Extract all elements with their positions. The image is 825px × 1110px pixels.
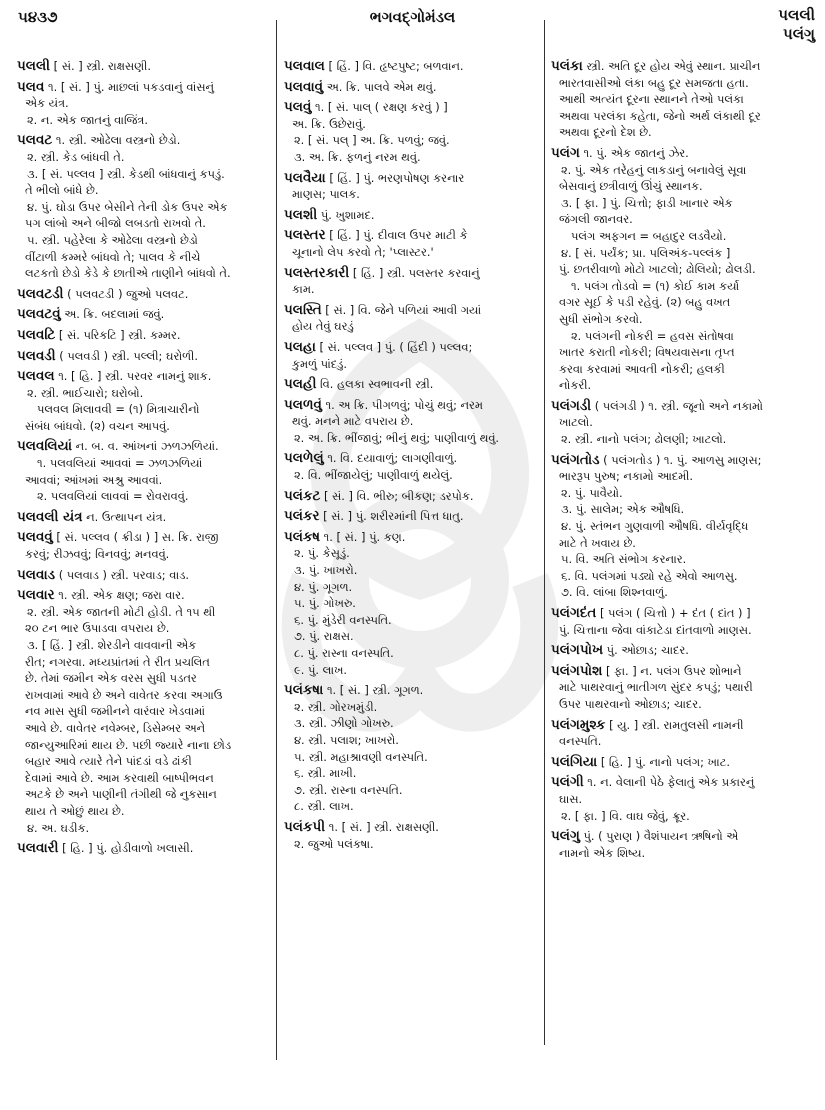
entry-first-line [551, 663, 813, 680]
continuation-line: હોય તેવું ઘરડું [292, 319, 354, 334]
numbered-sense: ૪. [ સં. પર્યંક; પ્રા. પલિઅંક-પલ્લંક ] [561, 245, 731, 260]
numbered-sense: ૫. સ્ત્રી. મહાશ્રાવણી વનસ્પતિ. [294, 749, 428, 764]
continuation-line: ૨૦ ટન ભાર ઉપાડવા વપરાય છે. [25, 621, 170, 636]
dictionary-entry [284, 58, 538, 75]
continuation-line: અથવા દૂરનો દેશ છે. [559, 125, 652, 140]
continuation-line: આવવાં; આંખમાં અશ્રુ આવવાં. [25, 472, 163, 487]
dictionary-entry [284, 529, 538, 678]
numbered-sense: ૩. અ. ક્રિ. ફળનું નરમ થવું. [294, 149, 421, 164]
headword: પલસ્તિ [284, 301, 322, 318]
definition-text: [ હિં. ] પું. દીવાલ ઉપર માટી કે [325, 228, 468, 243]
definition-text: અ. ક્રિ. બદલામાં જવું. [60, 307, 165, 322]
continuation-line: માટે તે ખવાય છે. [559, 535, 636, 550]
numbered-sense: ૨. [ સં. પલ્ ] અ. ક્રિ. પળવું; જવું. [294, 133, 450, 148]
dictionary-entry [17, 327, 272, 344]
entry-first-line [551, 58, 813, 75]
continuation-line: થાય તે ઓછું થાય છે. [25, 803, 125, 818]
entry-first-line [17, 306, 272, 323]
numbered-sense: ૮. પું. રાસ્ના વનસ્પતિ. [294, 646, 394, 660]
entry-first-line [551, 754, 813, 771]
definition-text: ન. બ. વ. આંખનાં ઝળઝળિયાં. [72, 439, 219, 454]
entry-first-line [17, 567, 272, 584]
headword: પલવલ [17, 368, 55, 385]
continuation-line: રીત; નગરવા. મધ્યપ્રાંતમાં તે રીત પ્રચલિત [25, 654, 210, 669]
headword: પલળવું [284, 396, 322, 413]
numbered-sense: ૩. પું. સાલેમ; એક ઔષધિ. [561, 502, 685, 517]
dictionary-entry [551, 398, 813, 448]
headword: પલવાર [17, 587, 55, 604]
headword: પલંગતોડ [551, 451, 600, 468]
dictionary-entry [17, 306, 272, 323]
headword: પલંગદંત [551, 605, 597, 621]
dictionary-entry [17, 58, 272, 75]
headword: પલવલી યંત્ર [17, 508, 83, 525]
entry-first-line [284, 682, 538, 699]
entry-first-line [551, 398, 813, 415]
dictionary-entry [17, 509, 272, 526]
definition-text: [ હિં. ] વિ. હૃષ્ટપુષ્ટ; બળવાન. [324, 59, 464, 73]
numbered-sense: ૫. સ્ત્રી. પહેરેલા કે ઓઢેલા વસ્ત્રનો છેડો [27, 232, 198, 247]
definition-text: [ પલંગ ( ચિત્તો ) + દંત ( દાંત ) ] [596, 606, 751, 620]
numbered-sense: ૪. સ્ત્રી. પલાશ; ખાખરો. [294, 732, 399, 747]
numbered-sense: ૪. પું. ઘોડા ઉપર બેસીને તેની ડોક ઉપર એક [27, 199, 228, 214]
headword: પલવારી [17, 840, 59, 857]
headword: પલશી [284, 206, 318, 223]
definition-text: ૧. અ ક્રિ. પીગળવું; પોચું થવું; નરમ [321, 397, 483, 412]
numbered-sense: ૬. પું. મુંડેરી વનસ્પતિ. [294, 612, 392, 627]
definition-text: ( પલંગડી ) ૧. સ્ત્રી. જૂનો અને નકામો [591, 398, 763, 413]
numbered-sense: ૩. [ ફા. ] પું. ચિત્તો; ફાડી ખાનાર એક [561, 195, 733, 210]
continuation-line: થવું. મનને માટે વપરાય છે. [292, 414, 414, 429]
dictionary-entry [284, 450, 538, 483]
dictionary-entry [284, 79, 538, 96]
column-right [551, 58, 813, 865]
definition-text: [ હિ. ] પું. નાનો પલંગ; ખાટ. [597, 754, 730, 769]
entry-first-line [17, 587, 272, 604]
continuation-line: જંગલી જાનવર. [559, 212, 633, 227]
dictionary-entry [284, 488, 538, 505]
numbered-sense: ૪. અ. ઘડીક. [27, 820, 90, 835]
definition-text: [ સં. પલ્લવ ] પું. ( હિંદી ) પલ્લવ; [315, 339, 473, 354]
definition-text: સ્ત્રી. અતિ દૂર હોય એવું સ્થાન. પ્રાચીન [582, 59, 761, 73]
continuation-line: ભારરૂપ પુરુષ; નકામો આદમી. [559, 469, 694, 484]
headword: પલહી [284, 376, 317, 393]
definition-text: [ સં. ] વિ. ભીરુ; બીકણ; ડરપોક. [320, 488, 474, 503]
continuation-line: વીંટાળી કમ્મરે બાંધવો તે; પાલવ કે નીચે [25, 249, 201, 264]
headword: પલવલિયાં [17, 438, 72, 455]
continuation-line: વગર સૂઈ કે પડી રહેવું. (૨) બહુ વખત [559, 295, 731, 310]
definition-text: ૧. [ હિ. ] સ્ત્રી. પરવર નામનું શાક. [54, 369, 212, 384]
headword: પલંગમુશ્ક [551, 716, 606, 733]
dictionary-entry [284, 819, 538, 852]
definition-text: ( પલવટડી ) જુઓ પલવટ. [63, 286, 189, 301]
definition-text: ૧. સ્ત્રી. ઓઢેલા વસ્ત્રનો છેડો. [52, 133, 181, 148]
dictionary-entry [17, 438, 272, 504]
continuation-line: પગ લાંબો અને બીજો લબડતો રાખવો તે. [25, 216, 206, 231]
dictionary-entry [284, 170, 538, 203]
dictionary-entry [551, 774, 813, 824]
guide-word-first: પલલી [778, 6, 815, 24]
definition-text: [ યુ. ] સ્ત્રી. રામતુલસી નામની [605, 717, 744, 732]
dictionary-entry [17, 286, 272, 303]
dictionary-entry [17, 567, 272, 584]
numbered-sense: ૨. સ્ત્રી. એક જાતની મોટી હોડી. તે ૧૫ થી [27, 604, 216, 619]
entry-first-line [17, 132, 272, 149]
dictionary-entry [284, 376, 538, 393]
continuation-line: આવે છે. વાવેતર નવેમ્બર, ડિસેમ્બર અને [25, 720, 206, 735]
numbered-sense: ૩. [ સં. પલ્લવ ] સ્ત્રી. કેડથી બાંધવાનું કપડું. [27, 166, 225, 181]
headword: પલવટ [17, 132, 53, 149]
entry-first-line [17, 79, 272, 96]
entry-first-line [551, 452, 813, 469]
headword: પલંગ [551, 144, 580, 161]
dictionary-entry [284, 302, 538, 335]
dictionary-entry [17, 79, 272, 129]
numbered-sense: ૨. વિ. ભીંજાયેલું; પાણીવાળું થયેલું. [294, 468, 453, 483]
page-number: ૫૪૩૭ [18, 8, 58, 26]
entry-first-line [551, 642, 813, 659]
dictionary-entry [551, 452, 813, 601]
continuation-line: કરવા કરવામાં આવતી નોકરી; હલકી [559, 361, 725, 376]
definition-text: [ સં. ] પું. શરીરમાંની પિત્ત ધાતુ. [319, 509, 464, 524]
entry-first-line [17, 58, 272, 75]
definition-text: [ હિં. ] સ્ત્રી. પલસ્તર કરવાનું [349, 265, 480, 280]
continuation-line: વનસ્પતિ. [559, 734, 602, 749]
numbered-sense: ૨. પું. પાવૈયો. [561, 485, 623, 500]
numbered-sense: ૨. પું. કેસૂડું. [294, 546, 350, 561]
continuation-line: ઉપર પાથરવાનો ઓછાડ; ચાદર. [559, 696, 702, 711]
headword: પલંકષ [284, 528, 321, 545]
definition-text: ૧. પું. એક જાતનું ઝેર. [579, 145, 689, 160]
entry-first-line [17, 529, 272, 546]
headword: પલળેલું [284, 450, 324, 467]
column-divider [276, 20, 277, 1060]
continuation-line: ઘાસ. [559, 791, 583, 806]
continuation-line: તે ભીલો બાંધે છે. [25, 183, 99, 198]
continuation-line: એક યંત્ર. [25, 96, 69, 111]
entry-first-line [17, 286, 272, 303]
continuation-line: સુધી સંભોગ કરવો. [559, 311, 643, 326]
dictionary-entry [551, 58, 813, 141]
entry-first-line [17, 327, 272, 344]
continuation-line: ચૂનાનો લેપ કરવો તે; 'પ્લાસ્ટર.' [292, 244, 434, 259]
entry-first-line [284, 227, 538, 244]
entry-first-line [284, 99, 538, 116]
entry-first-line [284, 819, 538, 836]
definition-text: [ સં. પરિકટિ ] સ્ત્રી. કમ્મર. [55, 327, 181, 342]
entry-first-line [284, 397, 538, 414]
numbered-sense: ૨. પું. એક તરેહનું લાકડાનું બનાવેલું સૂવા [561, 162, 747, 177]
headword: પલંકપી [284, 818, 326, 835]
dictionary-entry [551, 754, 813, 771]
headword: પલંગુ [551, 828, 580, 845]
guide-word-last: પલંગુ [782, 25, 815, 43]
numbered-sense: ૫. વિ. અતિ સંભોગ કરનાર. [561, 552, 687, 567]
headword: પલંગિયા [551, 753, 598, 770]
numbered-sense: ૨. સ્ત્રી. ગોરખમુંડી. [294, 699, 378, 714]
dictionary-entry [551, 605, 813, 638]
entry-first-line [551, 145, 813, 162]
dictionary-entry [551, 663, 813, 713]
continuation-line: ખાટલો. [559, 415, 593, 430]
column-middle [284, 58, 538, 856]
definition-text: ૧. [ સં. ] પું. માછલાં પકડવાનું વાંસનું [44, 79, 215, 94]
headword: પલસ્તર [284, 227, 326, 244]
continuation-line: સંબંધ બાંધવો. (૨) વચન આપવું. [25, 418, 170, 433]
entry-first-line [284, 302, 538, 319]
continuation-line: કુમળું પાંદડું. [292, 356, 348, 371]
continuation-line: બેસવાનું છત્રીવાળું ઊંચું સ્થાનક. [559, 179, 703, 194]
definition-text: પું. ઓછાડ; ચાદર. [603, 643, 689, 658]
definition-text: [ સં. પલ્લવ ( ક્રીડા ) ] સ. ક્રિ. રાજી [52, 530, 219, 545]
numbered-sense: ૭. પું. રાક્ષસ. [294, 629, 354, 644]
definition-text: [ હિં. ] પું. ભરણપોષણ કરનાર [325, 170, 465, 185]
definition-text: ૧. [ સં. ] સ્ત્રી. ગૂગળ. [323, 683, 424, 698]
numbered-sense: ૬. સ્ત્રી. માખી. [294, 766, 357, 781]
dictionary-entry [17, 132, 272, 281]
definition-text: પું. ( પુરાણ ) વૈશંપાયન ઋષિનો એ [579, 829, 739, 844]
continuation-line: બહાર આવે ત્યારે તેને પાંદડાં વડે ઢાંકી [25, 754, 192, 769]
page-header [0, 0, 825, 55]
definition-text: ૧. વિ. દયાવાળું; લાગણીવાળું. [323, 451, 458, 466]
continuation-line: માણસ; પાલક. [292, 187, 360, 202]
numbered-sense: ૪. પું. ગૂગળ. [294, 579, 353, 594]
definition-text: ૧. [ સં. ] પું. કણ. [320, 529, 406, 544]
headword: પલવૈયા [284, 169, 326, 186]
headword: પલંકર [284, 508, 320, 525]
dictionary-entry [17, 368, 272, 434]
numbered-sense: ૭. વિ. લાંબા શિશ્નવાળું. [561, 585, 668, 600]
dictionary-entry [551, 717, 813, 750]
continuation-line: જાન્યુઆરિમાં થાય છે. પછી જ્યારે નાના છોડ [25, 737, 232, 752]
headword: પલહા [284, 338, 316, 355]
continuation-line: આથી અત્યંત દૂરના સ્થાનને તેઓ પલંકા [559, 92, 744, 107]
headword: પલવાવું [284, 78, 324, 95]
continuation-line: પું. છતરીવાળો મોટો ખાટલો; ઢોલિયો; ઢોલડી. [559, 262, 756, 277]
dictionary-entry [551, 145, 813, 394]
continuation-line: કામ. [292, 282, 315, 297]
headword: પલંકટ [284, 487, 321, 504]
idiom-phrase: ૨. પલંગની નોકરી = હવસ સંતોષવા [571, 328, 734, 343]
dictionary-entry [17, 587, 272, 836]
continuation-line: પું. ચિત્તાના જેવા વાંકાટેડા દાંતવાળો માણસ. [559, 622, 752, 637]
headword: પલંકષા [284, 682, 324, 699]
dictionary-entry [17, 840, 272, 857]
entry-first-line [284, 450, 538, 467]
continuation-line: કરવું; રીઝવવું; વિનવવું; મનવવું. [25, 547, 170, 562]
dictionary-entry [284, 227, 538, 260]
numbered-sense: ૩. પું. ખાખરો. [294, 563, 358, 578]
definition-text: [ સં. ] વિ. જેને પળિયાં આવી ગયાં [321, 302, 482, 317]
definition-text: ૧. સ્ત્રી. એક ક્ષણ; જરા વાર. [54, 588, 185, 603]
continuation-line: અટકે છે અને પાણીની તંગીથી જે નુકસાન [25, 787, 217, 802]
dictionary-entry [284, 99, 538, 165]
dictionary-entry [284, 682, 538, 815]
headword: પલવવું [17, 529, 53, 546]
continuation-line: માટે પાથરવાનું ભાતીગળ સુંદર કપડું; પથારી [559, 680, 753, 695]
definition-text: [ હિ. ] પું. હોડીવાળો ખલાસી. [58, 841, 194, 856]
dictionary-entry [284, 339, 538, 372]
entry-first-line [17, 438, 272, 455]
entry-first-line [284, 207, 538, 224]
continuation-line: નવ માસ સુધી જમીનને વારંવાર ખેડવામાં [25, 704, 205, 719]
numbered-sense: ૩. [ હિં. ] સ્ત્રી. શેરડીને વાવવાની એક [27, 638, 197, 652]
numbered-sense: ૩. સ્ત્રી. ઝીણો ગોખરુ. [294, 716, 394, 731]
entry-first-line [17, 368, 272, 385]
definition-text: ( પલંગતોડ ) ૧. પું. આળસુ માણસ; [599, 452, 762, 467]
headword: પલવું [284, 99, 312, 116]
entry-first-line [17, 509, 272, 526]
entry-first-line [284, 265, 538, 282]
definition-text: અ. ક્રિ. પાલવે એમ થવું. [323, 79, 437, 94]
definition-text: ૧. ન. વેલાની પેઠે ફેલાતું એક પ્રકારનું [583, 775, 755, 790]
entry-first-line [284, 488, 538, 505]
book-title: ભગવદ્ગોમંડલ [369, 8, 456, 26]
definition-text: ૧. [ સં. પાલ્ ( રક્ષણ કરવું ) ] [311, 100, 448, 115]
entry-first-line [17, 348, 272, 365]
definition-text: વિ. હલકા સ્વભાવની સ્ત્રી. [316, 377, 434, 392]
dictionary-entry [284, 397, 538, 447]
headword: પલસ્તરકારી [284, 264, 350, 281]
dictionary-entry [551, 828, 813, 861]
continuation-line: દેવામાં આવે છે. આમ કરવાથી બાષ્પીભવન [25, 770, 214, 785]
idiom-phrase: ૧. પલંગ તોડવો = (૧) કોઈ કામ કર્યા [571, 278, 740, 293]
dictionary-entry [17, 348, 272, 365]
numbered-sense: ૨. ન. એક જાતનું વાજિંત્ર. [27, 112, 148, 127]
entry-first-line [284, 376, 538, 393]
numbered-sense: ૨. અ. ક્રિ. ભીંજાવું; ભીનું થવું; પાણીવાળું થવું. [294, 430, 500, 445]
entry-first-line [551, 774, 813, 791]
definition-text: પું. ખુશામદ. [317, 207, 375, 222]
numbered-sense: ૨. જુઓ પલંકષા. [294, 836, 374, 851]
headword: પલંગડી [551, 397, 592, 414]
definition-text: ( પલવડી ) સ્ત્રી. પલ્લી; ઘરોળી. [55, 348, 198, 363]
numbered-sense: ૯. પું. લાખ. [294, 662, 348, 677]
numbered-sense: ૪. પું. સ્તંભન ગુણવાળી ઔષધિ. વીર્યવૃદ્ધિ [561, 519, 749, 534]
dictionary-entry [17, 529, 272, 562]
entry-first-line [551, 717, 813, 734]
headword: પલંગપોખ [551, 642, 604, 659]
headword: પલવાડ [17, 566, 56, 583]
entry-first-line [284, 170, 538, 187]
headword: પલવાલ [284, 58, 325, 74]
numbered-sense: ૭. સ્ત્રી. રાસ્ના વનસ્પતિ. [294, 782, 403, 797]
headword: પલવ [17, 78, 45, 95]
entry-first-line [551, 828, 813, 845]
dictionary-entry [284, 265, 538, 298]
headword: પલંકા [551, 58, 583, 74]
entry-first-line [17, 840, 272, 857]
numbered-sense: ૨. સ્ત્રી. ભાઈચારો; ઘરોબો. [27, 385, 144, 400]
continuation-line: નામનો એક શિષ્ય. [559, 845, 646, 860]
numbered-sense: ૬. વિ. પલંગમાં પડ્યો રહે એવો આળસુ. [561, 568, 738, 583]
headword: પલવટડી [17, 285, 64, 302]
dictionary-entry [551, 642, 813, 659]
entry-first-line [284, 508, 538, 525]
numbered-sense: ૨. [ ફા. ] વિ. વાઘ જેવું, ક્રૂર. [561, 808, 690, 823]
entry-first-line [284, 339, 538, 356]
idiom-phrase: પલવલ મિલાવવી = (૧) મિત્રાચારીનો [37, 402, 200, 417]
numbered-sense: ૮. સ્ત્રી. લાખ. [294, 799, 354, 814]
continuation-line: અ. ક્રિ. ઉછેરાવું. [292, 116, 366, 131]
headword: પલવટવું [17, 306, 61, 323]
continuation-line: ભારતવાસીઓ લંકા બહુ દૂર સમજતા હતા. [559, 75, 749, 90]
continuation-line: રાખવામાં આવે છે અને વાવેતર કરવા અગાઉ [25, 687, 223, 702]
entry-first-line [551, 605, 813, 622]
numbered-sense: ૨. સ્ત્રી. નાનો પલંગ; ઢોલણી; ખાટલો. [561, 432, 727, 447]
entry-first-line [284, 79, 538, 96]
headword: પલંગી [551, 774, 584, 791]
definition-text: ( પલવાડ ) સ્ત્રી. પરવાડ; વાડ. [55, 567, 189, 582]
continuation-line: અથવા પરલંકા કહેતા, જેનો અર્થ લંકાથી દૂર [559, 108, 761, 123]
column-divider [544, 20, 545, 1045]
definition-text: ૧. [ સં. ] સ્ત્રી. રાક્ષસણી. [325, 819, 439, 834]
headword: પલવડી [17, 347, 56, 364]
entry-first-line [284, 58, 538, 75]
definition-text: [ ફા. ] ન. પલંગ ઉપર શોભાને [602, 663, 742, 678]
dictionary-entry [284, 207, 538, 224]
entry-first-line [284, 529, 538, 546]
column-left [17, 58, 272, 861]
continuation-line: ખાતર કરાતી નોકરી; વિષયવાસના તૃપ્ત [559, 345, 735, 360]
headword: પલવટિ [17, 326, 56, 343]
headword: પલંગપોશ [551, 662, 603, 679]
continuation-line: લટકતો છેડો કેડે કે છાતીએ તાણીને બાંધવો તે. [25, 266, 231, 281]
headword: પલલી [17, 58, 51, 74]
definition-text: [ સં. ] સ્ત્રી. રાક્ષસણી. [50, 59, 151, 73]
idiom-phrase: ૨. પલવલિયાં લાવવાં = રોવરાવવું. [37, 489, 189, 504]
definition-text: ન. ઉત્થાપન યંત્ર. [82, 509, 167, 524]
numbered-sense: ૨. સ્ત્રી. કેડ બાંધવી તે. [27, 149, 125, 164]
idiom-phrase: ૧. પલવલિયાં આવવાં = ઝળઝળિયાં [37, 456, 203, 471]
continuation-line: છે. તેમાં જમીન એક વરસ સુધી પડતર [25, 671, 197, 686]
idiom-phrase: પલંગ અફગન = બહાદુર લડવૈયો. [571, 228, 727, 243]
numbered-sense: ૫. પું. ગોખરુ. [294, 596, 356, 611]
continuation-line: નોકરી. [559, 378, 592, 393]
dictionary-entry [284, 508, 538, 525]
guide-words [778, 6, 815, 44]
